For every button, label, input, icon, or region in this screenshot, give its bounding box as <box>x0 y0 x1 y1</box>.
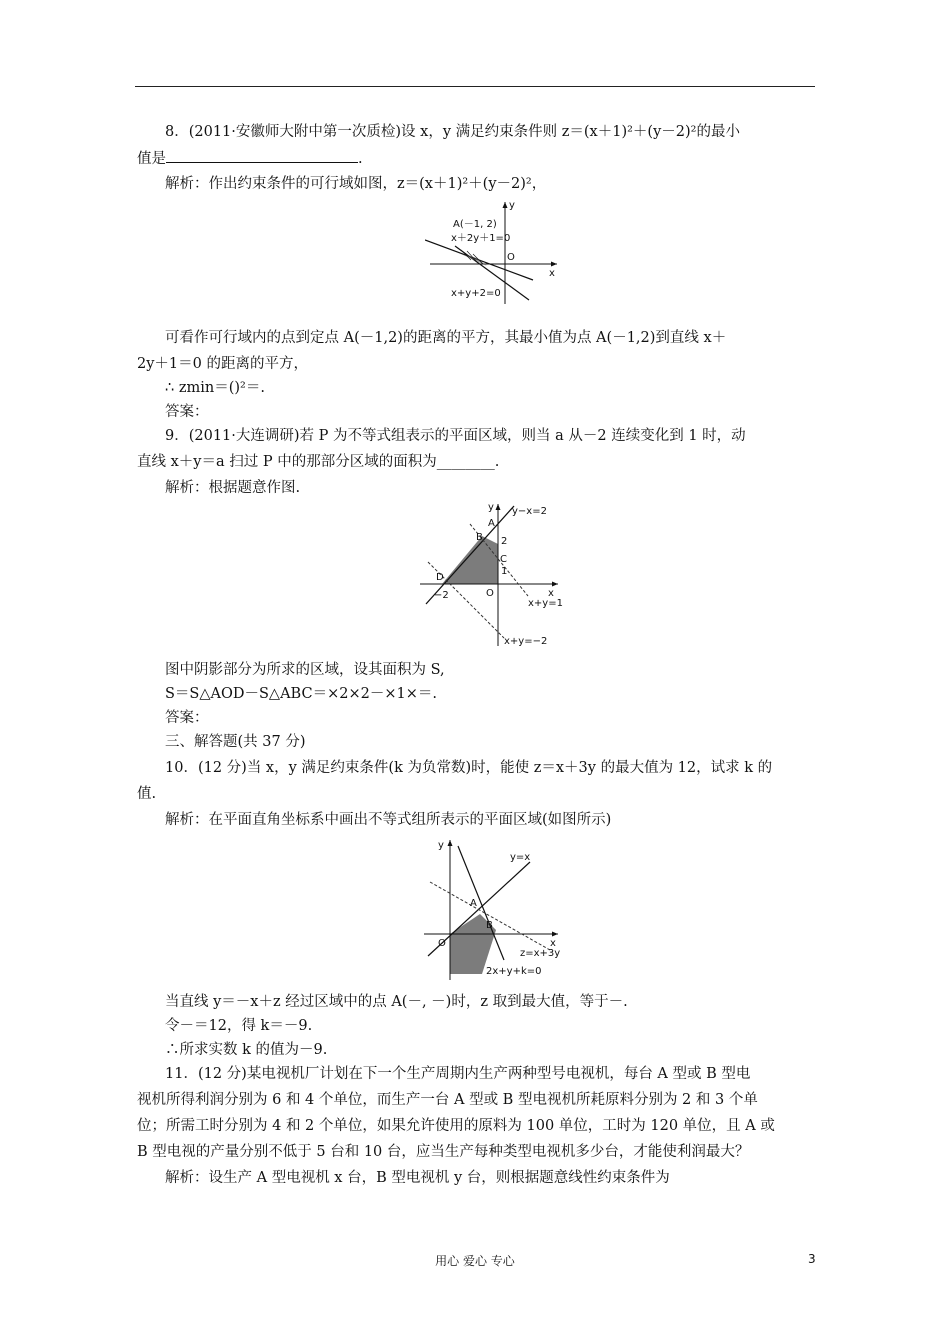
q11-line3: 位；所需工时分别为 4 和 2 个单位，如果允许使用的原料为 100 单位，工时为 120 单位，且 A 或 <box>137 1118 775 1134</box>
q10-text2: 令－＝12，得 k＝－9. <box>165 1018 313 1034</box>
q10-x-arrow-icon <box>552 932 558 937</box>
q10-line-yx-label: y=x <box>510 852 531 863</box>
q8-y-arrow-icon <box>503 202 508 208</box>
q8-line1-label: x＋2y＋1=0 <box>451 233 511 244</box>
q9-point-b-label: B <box>476 532 483 543</box>
q8-hatch <box>461 250 471 260</box>
q8-text3: ∴ zmin＝()²＝. <box>165 380 265 396</box>
q8-answer: 答案： <box>165 404 209 420</box>
q9-text1: 图中阴影部分为所求的区域，设其面积为 S, <box>165 662 445 678</box>
q10-y-arrow-icon <box>448 840 453 846</box>
q9-x-arrow-icon <box>552 582 558 587</box>
q10-analysis: 解析：在平面直角坐标系中画出不等式组所表示的平面区域(如图所示) <box>165 812 612 828</box>
q9-tick-1: 1 <box>501 566 508 577</box>
q9-line-yx2-label: y−x=2 <box>512 506 547 517</box>
q9-line-xy1-label: x+y=1 <box>528 598 563 609</box>
q9-point-c-label: C <box>500 554 507 565</box>
q10-line1: 10．(12 分)当 x，y 满足约束条件(k 为负常数)时，能使 z＝x＋3y 的最大值为 12，试求 k 的 <box>165 760 773 776</box>
q10-line2: 值. <box>137 786 157 802</box>
q9-tick-2: 2 <box>501 536 508 547</box>
q10-figure <box>420 834 580 984</box>
q9-x-label: x <box>548 588 554 599</box>
q10-origin-label: O <box>438 938 446 949</box>
q9-figure <box>418 500 583 650</box>
q9-y-label: y <box>488 502 494 513</box>
q8-answer-blank <box>166 148 358 163</box>
page-number: 3 <box>808 1252 816 1266</box>
q10-point-b-label: B <box>486 920 493 931</box>
q9-analysis: 解析：根据题意作图. <box>165 480 301 496</box>
header-rule <box>135 86 815 87</box>
q9-answer: 答案： <box>165 710 209 726</box>
q8-line2 <box>137 148 363 169</box>
q9-line1: 9．(2011·大连调研)若 P 为不等式组表示的平面区域，则当 a 从－2 连续变化到 1 时，动 <box>165 428 746 444</box>
q8-line1: 8．(2011·安徽师大附中第一次质检)设 x，y 满足约束条件则 z＝(x＋1)²＋(y－2)²的最小 <box>165 124 740 140</box>
q9-point-a-label: A <box>488 518 495 529</box>
q8-point-a-label: A(－1, 2) <box>453 219 497 230</box>
q8-x-label: x <box>549 268 555 279</box>
q8-y-label: y <box>509 200 515 211</box>
q10-point-a-label: A <box>470 898 477 909</box>
q10-y-label: y <box>438 840 444 851</box>
q8-line2-label: x+y+2=0 <box>451 288 501 299</box>
q10-text1: 当直线 y＝－x＋z 经过区域中的点 A(－, －)时，z 取到最大值，等于－. <box>165 994 628 1010</box>
q8-figure <box>425 196 565 308</box>
q8-line2-end: . <box>358 151 363 167</box>
q11-analysis: 解析：设生产 A 型电视机 x 台，B 型电视机 y 台，则根据题意线性约束条件为 <box>165 1170 670 1186</box>
q8-analysis: 解析：作出约束条件的可行域如图，z＝(x＋1)²＋(y－2)²， <box>165 176 547 192</box>
q9-line2: 直线 x＋y＝a 扫过 P 中的那部分区域的面积为________. <box>137 454 500 470</box>
q11-line1: 11．(12 分)某电视机厂计划在下一个生产周期内生产两种型号电视机，每台 A 型或 B 型电 <box>165 1066 751 1082</box>
q9-origin-label: O <box>486 588 494 599</box>
q8-text1: 可看作可行域内的点到定点 A(－1,2)的距离的平方，其最小值为点 A(－1,2)到直线 x＋ <box>165 330 727 346</box>
q10-line-z-label: z=x+3y <box>520 948 561 959</box>
q9-tick-m2: −2 <box>434 590 449 601</box>
q10-text3: ∴所求实数 k 的值为－9. <box>165 1042 328 1058</box>
q9-point-d-label: D <box>436 572 444 583</box>
q8-origin-label: O <box>507 252 515 263</box>
section-3-heading: 三、解答题(共 37 分) <box>165 734 306 750</box>
q9-text2: S＝S△AOD－S△ABC＝×2×2－×1×＝. <box>165 686 437 702</box>
q9-line-xym2-label: x+y=−2 <box>504 636 548 647</box>
q9-y-arrow-icon <box>496 504 501 510</box>
q11-line4: B 型电视的产量分别不低于 5 台和 10 台，应当生产每种类型电视机多少台，才能使利润最大？ <box>137 1144 750 1160</box>
q11-line2: 视机所得利润分别为 6 和 4 个单位，而生产一台 A 型或 B 型电视机所耗原料分别为 2 和 3 个单 <box>137 1092 758 1108</box>
q10-line-2xyk-label: 2x+y+k=0 <box>486 966 542 977</box>
footer-text: 用心 爱心 专心 <box>435 1254 515 1268</box>
q8-line2-start: 值是 <box>137 151 166 167</box>
q10-x-label: x <box>550 938 556 949</box>
q8-text2: 2y＋1＝0 的距离的平方， <box>137 356 308 372</box>
q8-x-arrow-icon <box>551 262 557 267</box>
